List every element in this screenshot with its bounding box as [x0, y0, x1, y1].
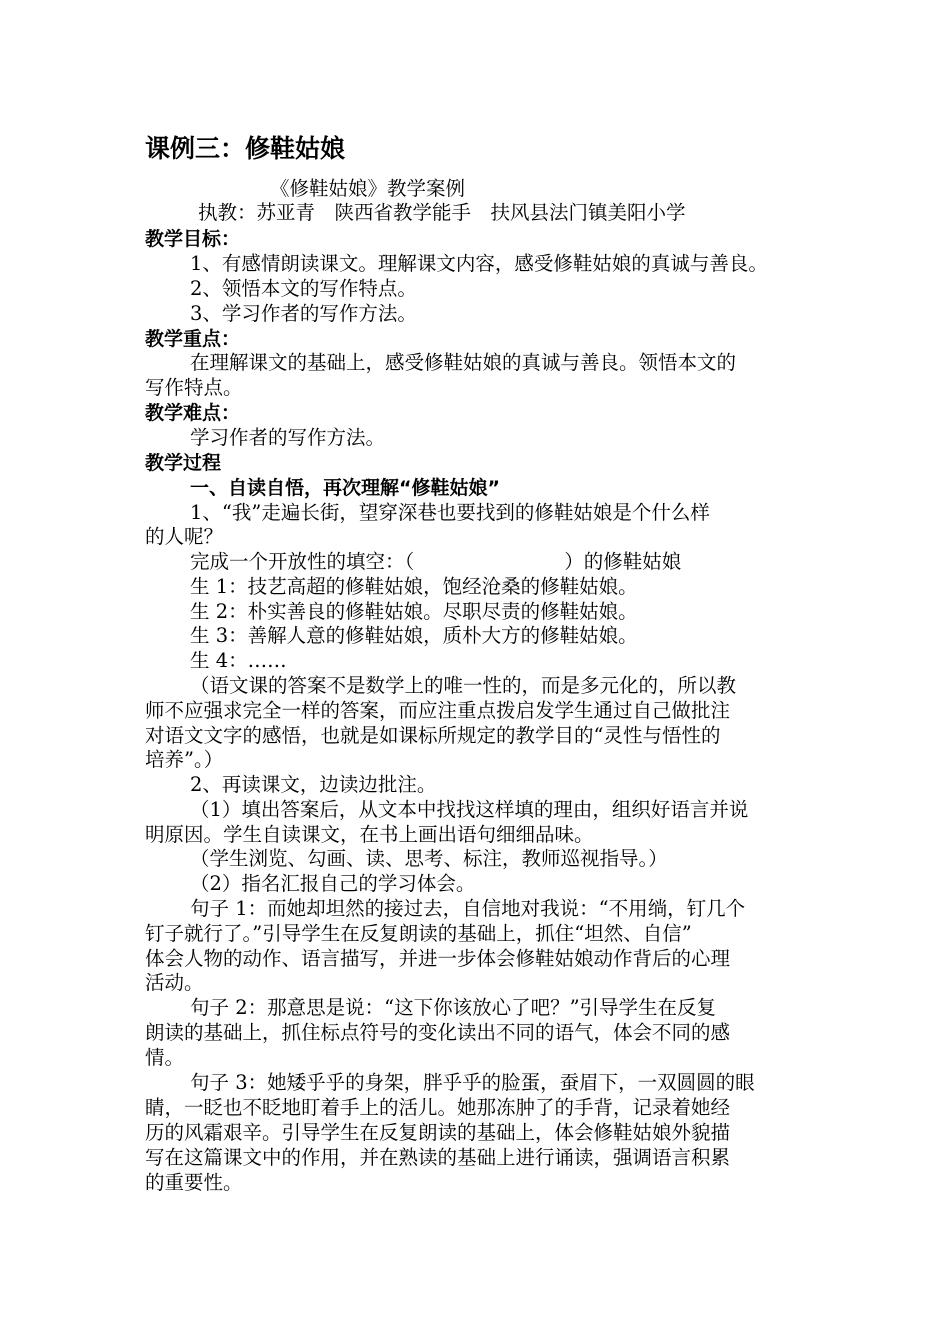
note-paragraph: 对语文文字的感悟，也就是如课标所规定的教学目的“灵性与悟性的	[145, 724, 721, 747]
fill-in-blank	[190, 549, 681, 575]
sentence-3: 睛，一眨也不眨地盯着手上的活儿。她那冻肿了的手背，记录着她经	[145, 1096, 731, 1119]
note-paragraph: 培养”。）	[145, 748, 224, 771]
goal-item: 3、学习作者的写作方法。	[190, 302, 417, 325]
part1-heading: 一、自读自悟，再次理解“修鞋姑娘”	[190, 477, 500, 499]
goals-heading: 教学目标：	[145, 228, 241, 250]
step-2-1: 明原因。学生自读课文，在书上画出语句细细品味。	[145, 823, 594, 846]
sentence-3: 写在这篇课文中的作用，并在熟读的基础上进行诵读，强调语言积累	[145, 1146, 731, 1169]
sentence-3: 历的风霜艰辛。引导学生在反复朗读的基础上，体会修鞋姑娘外貌描	[145, 1121, 731, 1144]
goal-item: 1、有感情朗读课文。理解课文内容，感受修鞋姑娘的真诚与善良。	[190, 252, 768, 275]
sentence-3: 句子 3：她矮乎乎的身架，胖乎乎的脸蛋，蚕眉下，一双圆圆的眼	[190, 1071, 755, 1094]
step-2-1: （1）填出答案后，从文本中找找这样填的理由，组织好语言并说	[190, 798, 749, 821]
student-answer: 生 2：朴实善良的修鞋姑娘。尽职尽责的修鞋姑娘。	[190, 600, 638, 623]
doc-title: 《修鞋姑娘》教学案例	[270, 177, 466, 200]
lesson-heading: 课例三：修鞋姑娘	[145, 134, 346, 163]
sentence-3: 的重要性。	[145, 1171, 243, 1194]
fill-prefix: 完成一个开放性的填空：（	[190, 550, 415, 573]
key-points-heading: 教学重点：	[145, 328, 241, 350]
question-1: 1、“我”走遍长街，望穿深巷也要找到的修鞋姑娘是个什么样	[190, 501, 710, 524]
sentence-1: 活动。	[145, 971, 204, 994]
sentence-1: 钉子就行了。”引导学生在反复朗读的基础上，抓住“坦然、自信”	[145, 922, 692, 945]
difficulty-heading: 教学难点：	[145, 402, 241, 424]
note-paragraph: 师不应强求完全一样的答案，而应注重点拨启发学生通过自己做批注	[145, 699, 731, 722]
note-paragraph: （语文课的答案不是数学上的唯一性的，而是多元化的，所以教	[190, 674, 737, 697]
key-points-text: 在理解课文的基础上，感受修鞋姑娘的真诚与善良。领悟本文的	[190, 351, 737, 374]
teacher-line: 执教：苏亚青 陕西省教学能手 扶风县法门镇美阳小学	[198, 201, 686, 224]
key-points-text: 写作特点。	[145, 376, 243, 399]
sentence-2: 朗读的基础上，抓住标点符号的变化读出不同的语气，体会不同的感	[145, 1021, 731, 1044]
student-answer: 生 1：技艺高超的修鞋姑娘，饱经沧桑的修鞋姑娘。	[190, 575, 638, 598]
question-1: 的人呢？	[145, 525, 224, 548]
process-heading: 教学过程	[145, 452, 222, 474]
sentence-1: 句子 1：而她却坦然的接过去，自信地对我说：“不用绱，钉几个	[190, 897, 746, 920]
sentence-2: 情。	[145, 1046, 185, 1069]
step-2: 2、再读课文，边读边批注。	[190, 773, 437, 796]
student-answer: 生 3：善解人意的修鞋姑娘，质朴大方的修鞋姑娘。	[190, 624, 638, 647]
student-answer: 生 4：……	[190, 649, 287, 672]
fill-suffix: ）的修鞋姑娘	[564, 550, 682, 573]
difficulty-text: 学习作者的写作方法。	[190, 426, 386, 449]
sentence-2: 句子 2：那意思是说：“这下你该放心了吧？”引导学生在反复	[190, 996, 717, 1019]
sentence-1: 体会人物的动作、语言描写，并进一步体会修鞋姑娘动作背后的心理	[145, 947, 731, 970]
goal-item: 2、领悟本文的写作特点。	[190, 277, 417, 300]
note-2: （学生浏览、勾画、读、思考、标注，教师巡视指导。）	[190, 847, 668, 870]
step-2-2: （2）指名汇报自己的学习体会。	[190, 872, 476, 895]
